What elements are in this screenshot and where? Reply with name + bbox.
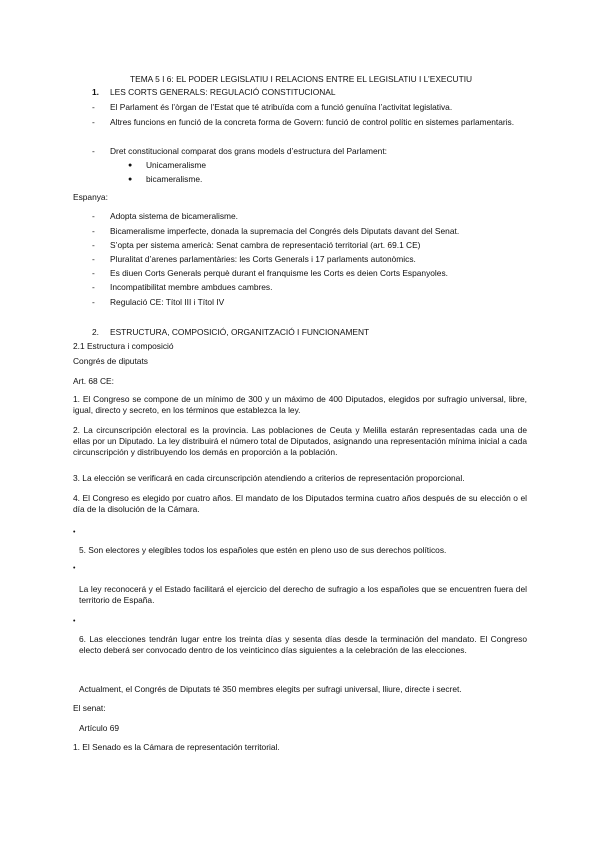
sub-list-item: bicameralisme.	[146, 174, 203, 184]
dash-bullet: -	[92, 211, 95, 221]
list-item: Pluralitat d’arenes parlamentàries: les Corts Generals i 17 parlaments autonòmics.	[110, 254, 416, 264]
section-heading: ESTRUCTURA, COMPOSICIÓ, ORGANITZACIÓ I FUNCIONAMENT	[110, 327, 370, 337]
article-label: Artículo 69	[79, 723, 120, 733]
dash-bullet: -	[92, 146, 95, 156]
section-heading: LES CORTS GENERALS: REGULACIÓ CONSTITUCIONAL	[110, 87, 336, 97]
dash-bullet: -	[92, 282, 95, 292]
espanya-label: Espanya:	[73, 192, 108, 202]
sub-list-item: Unicameralisme	[146, 160, 207, 170]
page-title: TEMA 5 I 6: EL PODER LEGISLATIU I RELACIONS ENTRE EL LEGISLATIU I L’EXECUTIU	[130, 74, 473, 84]
article-label: Art. 68 CE:	[73, 376, 114, 386]
round-bullet: •	[73, 529, 76, 536]
round-bullet: ●	[128, 162, 133, 169]
paragraph: 4. El Congreso es elegido por cuatro años. El mandato de los Diputados termina cuatro años después de su elección o el día de la disolución de la Cámara.	[73, 493, 527, 514]
dash-bullet: -	[92, 102, 95, 112]
paragraph: La ley reconocerá y el Estado facilitará el ejercicio del derecho de sufragio a los españoles que se encuentren fuera del territorio de España.	[79, 584, 527, 605]
dash-bullet: -	[92, 240, 95, 250]
dash-bullet: -	[92, 268, 95, 278]
paragraph: 5. Son electores y elegibles todos los españoles que estén en pleno uso de sus derechos políticos.	[79, 545, 447, 555]
round-bullet: ●	[128, 176, 133, 183]
subsection-label: Congrés de diputats	[73, 356, 148, 366]
section-number: 2.	[92, 327, 99, 337]
list-item: Dret constitucional comparat dos grans models d’estructura del Parlament:	[110, 146, 387, 156]
list-item: El Parlament és l’òrgan de l’Estat que té atribuïda com a funció genuïna l’activitat legislativa.	[110, 102, 453, 112]
dash-bullet: -	[92, 226, 95, 236]
list-item: Es diuen Corts Generals perquè durant el franquisme les Corts es deien Corts Espanyoles.	[110, 268, 448, 278]
paragraph: 6. Las elecciones tendrán lugar entre los treinta días y sesenta días desde la terminación del mandato. El Congreso electo deberá ser convocado dentro de los veinticinco días siguientes a la celebración de las elecciones.	[79, 634, 527, 655]
list-item: Bicameralisme imperfecte, donada la supremacia del Congrés dels Diputats davant del Senat.	[110, 226, 460, 236]
list-item: Adopta sistema de bicameralisme.	[110, 211, 239, 221]
dash-bullet: -	[92, 297, 95, 307]
list-item: Incompatibilitat membre ambdues cambres.	[110, 282, 273, 292]
list-item: Regulació CE: Títol III i Títol IV	[110, 297, 225, 307]
round-bullet: •	[73, 618, 76, 625]
round-bullet: •	[73, 565, 76, 572]
paragraph: 3. La elección se verificará en cada circunscripción atendiendo a criterios de representación proporcional.	[73, 473, 465, 483]
list-item: Altres funcions en funció de la concreta forma de Govern: funció de control polític en sistemes parlamentaris.	[110, 117, 515, 127]
dash-bullet: -	[92, 254, 95, 264]
dash-bullet: -	[92, 117, 95, 127]
paragraph: 2. La circunscripción electoral es la provincia. Las poblaciones de Ceuta y Melilla estarán representadas cada una de ellas por un Diputado. La ley distribuirá el número total de Diputados, asignando una representación mínima inicial a cada circunscripción y distribuyendo los demás en proporción a la población.	[73, 425, 527, 457]
senat-label: El senat:	[73, 703, 106, 713]
section-number: 1.	[92, 87, 99, 97]
paragraph: 1. El Senado es la Cámara de representación territorial.	[73, 742, 280, 752]
paragraph: Actualment, el Congrés de Diputats té 350 membres elegits per sufragi universal, lliure, directe i secret.	[79, 684, 462, 694]
paragraph: 1. El Congreso se compone de un mínimo de 300 y un máximo de 400 Diputados, elegidos por sufragio universal, libre, igual, directo y secreto, en los términos que establezca la ley.	[73, 394, 527, 415]
list-item: S’opta per sistema americà: Senat cambra de representació territorial (art. 69.1 CE)	[110, 240, 421, 250]
subsection-heading: 2.1 Estructura i composició	[73, 341, 174, 351]
